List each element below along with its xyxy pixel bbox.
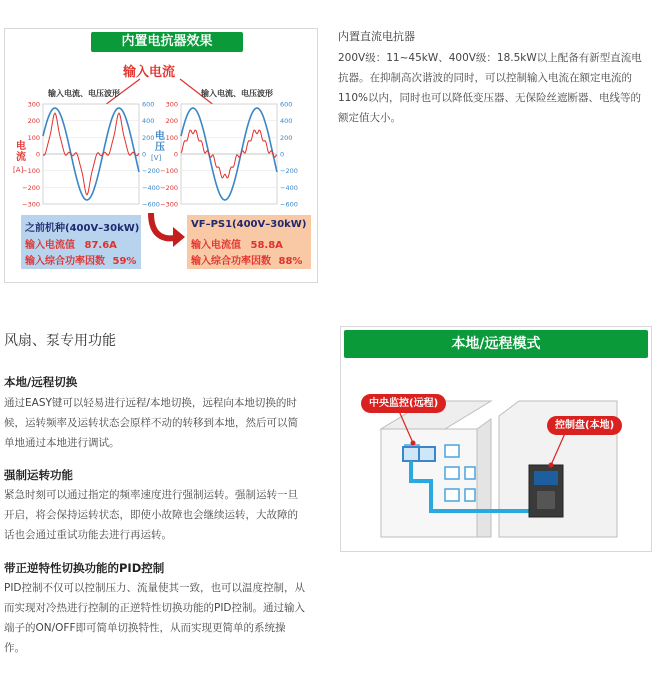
left-building-side bbox=[477, 419, 491, 537]
current-tick-label: 200 bbox=[165, 117, 178, 126]
curved-arrow bbox=[143, 207, 187, 251]
central-monitor-callout: 中央监控(远程) bbox=[361, 394, 446, 413]
current-tick-label: 0 bbox=[35, 150, 40, 159]
voltage-tick-label: −600 bbox=[142, 200, 160, 209]
current-tick-label: −100 bbox=[22, 167, 40, 176]
current-tick-label: −200 bbox=[22, 183, 40, 192]
item-text-local-remote: 通过EASY键可以轻易进行远程/本地切换，远程向本地切换的时候，运转频率及运转状态会原样不动的转移到本地，然后可以简单地通过本地进行调试。 bbox=[4, 397, 298, 449]
old-current-value: 87.6A bbox=[84, 240, 117, 251]
fan-section-title: 风扇、泵专用功能 bbox=[4, 333, 116, 349]
current-tick-label: 200 bbox=[27, 117, 40, 126]
item-heading-pid: 带正逆特性切换功能的PID控制 bbox=[4, 561, 165, 575]
old-current-row bbox=[25, 236, 117, 251]
intro-body: 200V级：11~45kW、400V级：18.5kW以上配备有新型直流电抗器。在抑制高次谐波的同时，可以控制输入电流在额定电流的110%以内，同时也可以降低变压器、无保险丝遮断器、电线等的额定值大小。 bbox=[338, 52, 642, 124]
reactor-figure-title: 内置电抗器效果 bbox=[91, 32, 243, 52]
waveform-charts bbox=[5, 29, 317, 214]
voltage-tick-label: 200 bbox=[142, 133, 155, 142]
new-current-row bbox=[191, 236, 283, 251]
old-pf-row bbox=[25, 252, 136, 267]
current-tick-label: −300 bbox=[22, 200, 40, 209]
item-heading-forced-run: 强制运转功能 bbox=[4, 468, 73, 482]
new-pf-label: 输入综合功率因数 bbox=[191, 256, 271, 267]
curved-arrow-head bbox=[173, 227, 185, 247]
old-pf-value: 59% bbox=[112, 256, 137, 267]
old-pf-label: 输入综合功率因数 bbox=[25, 256, 105, 267]
mode-figure-title: 本地/远程模式 bbox=[344, 330, 648, 358]
reactor-effect-figure bbox=[4, 28, 318, 283]
mode-figure bbox=[340, 326, 652, 552]
control-panel-keypad bbox=[537, 491, 555, 509]
voltage-tick-label: −200 bbox=[280, 167, 298, 176]
input-current-label: 输入电流 bbox=[123, 65, 176, 80]
current-tick-label: −300 bbox=[160, 200, 178, 209]
chart-right bbox=[160, 101, 298, 209]
current-tick-label: 300 bbox=[27, 100, 40, 109]
voltage-tick-label: 600 bbox=[142, 100, 155, 109]
current-tick-label: −100 bbox=[160, 167, 178, 176]
voltage-axis-label: 电压 bbox=[155, 131, 165, 153]
voltage-tick-label: 0 bbox=[142, 150, 147, 159]
voltage-tick-label: −200 bbox=[142, 167, 160, 176]
old-model-panel bbox=[21, 215, 141, 269]
current-axis-unit: [A] bbox=[13, 166, 24, 174]
new-current-label: 输入电流值 bbox=[191, 240, 241, 251]
voltage-tick-label: 600 bbox=[280, 100, 293, 109]
old-panel-title: 之前机种(400V–30kW) bbox=[25, 223, 140, 234]
new-current-value: 58.8A bbox=[250, 240, 283, 251]
voltage-tick-label: 400 bbox=[280, 117, 293, 126]
central-monitor-icon bbox=[403, 447, 435, 461]
current-tick-label: −200 bbox=[160, 183, 178, 192]
current-axis-label: 电流 bbox=[16, 141, 26, 163]
voltage-tick-label: 200 bbox=[280, 133, 293, 142]
voltage-tick-label: 0 bbox=[280, 150, 285, 159]
new-panel-title: VF–PS1(400V–30kW) bbox=[191, 219, 307, 230]
voltage-tick-label: −600 bbox=[280, 200, 298, 209]
intro-title: 内置直流电抗器 bbox=[338, 30, 415, 43]
new-pf-row bbox=[191, 252, 302, 267]
local-pointer-dot bbox=[549, 463, 554, 468]
local-panel-callout: 控制盘(本地) bbox=[547, 416, 622, 435]
chart-left-title: 输入电流、电压波形 bbox=[48, 89, 120, 98]
building-illustration bbox=[341, 361, 651, 551]
item-text-forced-run: 紧急时刻可以通过指定的频率速度进行强制运转。强制运转一旦开启，将会保持运转状态，即使小故障也会继续运转，大故障的话也会通过重试功能去进行再运转。 bbox=[4, 489, 298, 541]
new-model-panel bbox=[187, 215, 311, 269]
current-tick-label: 300 bbox=[165, 100, 178, 109]
item-heading-local-remote: 本地/远程切换 bbox=[4, 375, 78, 389]
voltage-axis-unit: [V] bbox=[151, 154, 162, 162]
voltage-tick-label: −400 bbox=[280, 183, 298, 192]
old-current-label: 输入电流值 bbox=[25, 240, 75, 251]
control-panel-display bbox=[534, 471, 558, 485]
chart-right-title: 输入电流、电压波形 bbox=[201, 89, 273, 98]
current-tick-label: 100 bbox=[165, 133, 178, 142]
central-pointer-dot bbox=[411, 441, 416, 446]
current-tick-label: 0 bbox=[173, 150, 178, 159]
voltage-tick-label: −400 bbox=[142, 183, 160, 192]
current-tick-label: 100 bbox=[27, 133, 40, 142]
item-text-pid: PID控制不仅可以控制压力、流量使其一致，也可以温度控制，从而实现对冷热进行控制的正逆特性切换功能的PID控制。通过输入端子的ON/OFF即可简单切换特性，从而实现更简单的系统操作。 bbox=[4, 582, 306, 654]
new-pf-value: 88% bbox=[278, 256, 303, 267]
chart-left bbox=[22, 101, 160, 209]
voltage-tick-label: 400 bbox=[142, 117, 155, 126]
